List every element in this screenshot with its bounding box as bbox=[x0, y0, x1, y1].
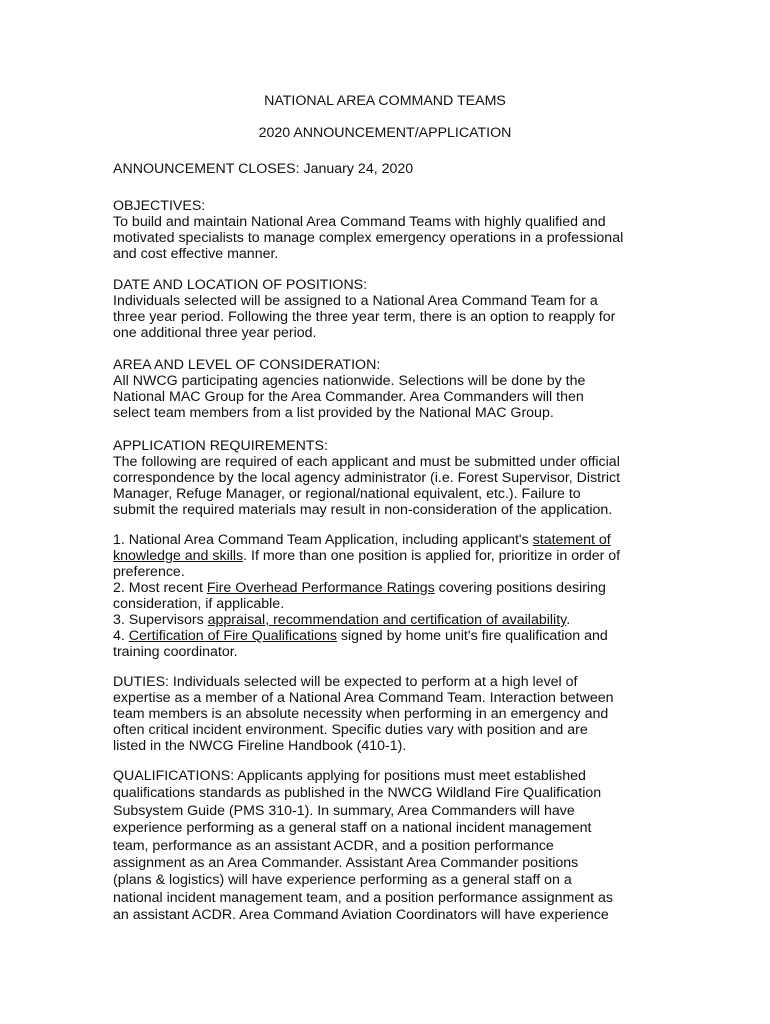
qualifications-line: QUALIFICATIONS: Applicants applying for positions must meet established bbox=[113, 768, 586, 784]
date-location-section bbox=[113, 277, 673, 341]
list-text: covering positions desiring bbox=[434, 580, 606, 596]
list-text: 4. bbox=[113, 628, 129, 644]
list-text: signed by home unit's fire qualification and bbox=[336, 628, 608, 644]
list-text: . bbox=[566, 612, 571, 628]
qualifications-line: an assistant ACDR. Area Command Aviation Coordinators will have experience bbox=[113, 907, 609, 924]
list-item bbox=[113, 628, 673, 644]
list-text: 1. National Area Command Team Application, including applicant's bbox=[113, 532, 533, 548]
qualifications-line: assignment as an Area Commander. Assistant Area Commander positions bbox=[113, 855, 579, 872]
app-req-line: submit the required materials may result in non-consideration of the application. bbox=[113, 502, 613, 518]
qualifications-section bbox=[113, 768, 673, 925]
qualifications-line: national incident management team, and a position performance assignment as bbox=[113, 889, 614, 906]
qualifications-line: team, performance as an assistant ACDR, and a position performance bbox=[113, 837, 554, 854]
list-item-cont: preference. bbox=[113, 564, 185, 580]
list-item bbox=[113, 580, 673, 596]
date-location-line: Individuals selected will be assigned to a National Area Command Team for a bbox=[113, 293, 598, 309]
area-level-section bbox=[113, 357, 673, 421]
date-location-heading: DATE AND LOCATION OF POSITIONS: bbox=[113, 277, 368, 293]
duties-line: team members is an absolute necessity when performing in an emergency and bbox=[113, 706, 609, 722]
qualifications-line: (plans & logistics) will have experience performing as a general staff on a bbox=[113, 872, 572, 889]
statement-link[interactable]: statement of bbox=[532, 532, 611, 548]
list-text: . If more than one position is applied for, prioritize in order of bbox=[243, 548, 621, 564]
appraisal-link[interactable]: appraisal, recommendation and certification of availability bbox=[207, 612, 567, 628]
list-text: 2. Most recent bbox=[113, 580, 207, 596]
area-level-line: All NWCG participating agencies nationwide. Selections will be done by the bbox=[113, 373, 586, 389]
qualifications-line: Subsystem Guide (PMS 310-1). In summary, Area Commanders will have bbox=[113, 802, 575, 819]
app-req-heading: APPLICATION REQUIREMENTS: bbox=[113, 438, 328, 454]
application-requirements-section bbox=[113, 438, 673, 518]
list-text: 3. Supervisors bbox=[113, 612, 208, 628]
objectives-line: and cost effective manner. bbox=[113, 246, 279, 262]
list-item-cont bbox=[113, 548, 673, 564]
app-req-line: correspondence by the local agency administrator (i.e. Forest Supervisor, District bbox=[113, 470, 621, 486]
area-level-line: National MAC Group for the Area Commander. Area Commanders will then bbox=[113, 389, 584, 405]
app-req-line: Manager, Refuge Manager, or regional/national equivalent, etc.). Failure to bbox=[113, 486, 581, 502]
date-location-line: three year period. Following the three year term, there is an option to reapply for bbox=[113, 309, 616, 325]
qualifications-line: qualifications standards as published in the NWCG Wildland Fire Qualification bbox=[113, 785, 602, 802]
objectives-section bbox=[113, 198, 673, 262]
requirements-list bbox=[113, 532, 673, 660]
fire-qualifications-link[interactable]: Certification of Fire Qualifications bbox=[128, 628, 337, 644]
document-title: NATIONAL AREA COMMAND TEAMS bbox=[264, 93, 506, 109]
area-level-heading: AREA AND LEVEL OF CONSIDERATION: bbox=[113, 357, 381, 373]
performance-ratings-link[interactable]: Fire Overhead Performance Ratings bbox=[206, 580, 435, 596]
list-item bbox=[113, 532, 673, 548]
objectives-line: To build and maintain National Area Command Teams with highly qualified and bbox=[113, 214, 606, 230]
area-level-line: select team members from a list provided by the National MAC Group. bbox=[113, 405, 554, 421]
duties-line: often critical incident environment. Specific duties vary with position and are bbox=[113, 722, 588, 738]
date-location-line: one additional three year period. bbox=[113, 325, 317, 341]
list-item bbox=[113, 612, 673, 628]
qualifications-line: experience performing as a general staff on a national incident management bbox=[113, 820, 592, 837]
document-subtitle: 2020 ANNOUNCEMENT/APPLICATION bbox=[258, 125, 512, 141]
announcement-closes: ANNOUNCEMENT CLOSES: January 24, 2020 bbox=[113, 161, 414, 177]
knowledge-skills-link[interactable]: knowledge and skills bbox=[113, 548, 244, 564]
duties-line: DUTIES: Individuals selected will be expected to perform at a high level of bbox=[113, 674, 578, 690]
objectives-heading: OBJECTIVES: bbox=[113, 198, 206, 214]
list-item-cont: training coordinator. bbox=[113, 644, 238, 660]
duties-section bbox=[113, 674, 673, 754]
app-req-line: The following are required of each applicant and must be submitted under official bbox=[113, 454, 620, 470]
objectives-line: motivated specialists to manage complex emergency operations in a professional bbox=[113, 230, 624, 246]
list-item-cont: consideration, if applicable. bbox=[113, 596, 285, 612]
duties-line: listed in the NWCG Fireline Handbook (410-1). bbox=[113, 738, 407, 754]
duties-line: expertise as a member of a National Area Command Team. Interaction between bbox=[113, 690, 614, 706]
